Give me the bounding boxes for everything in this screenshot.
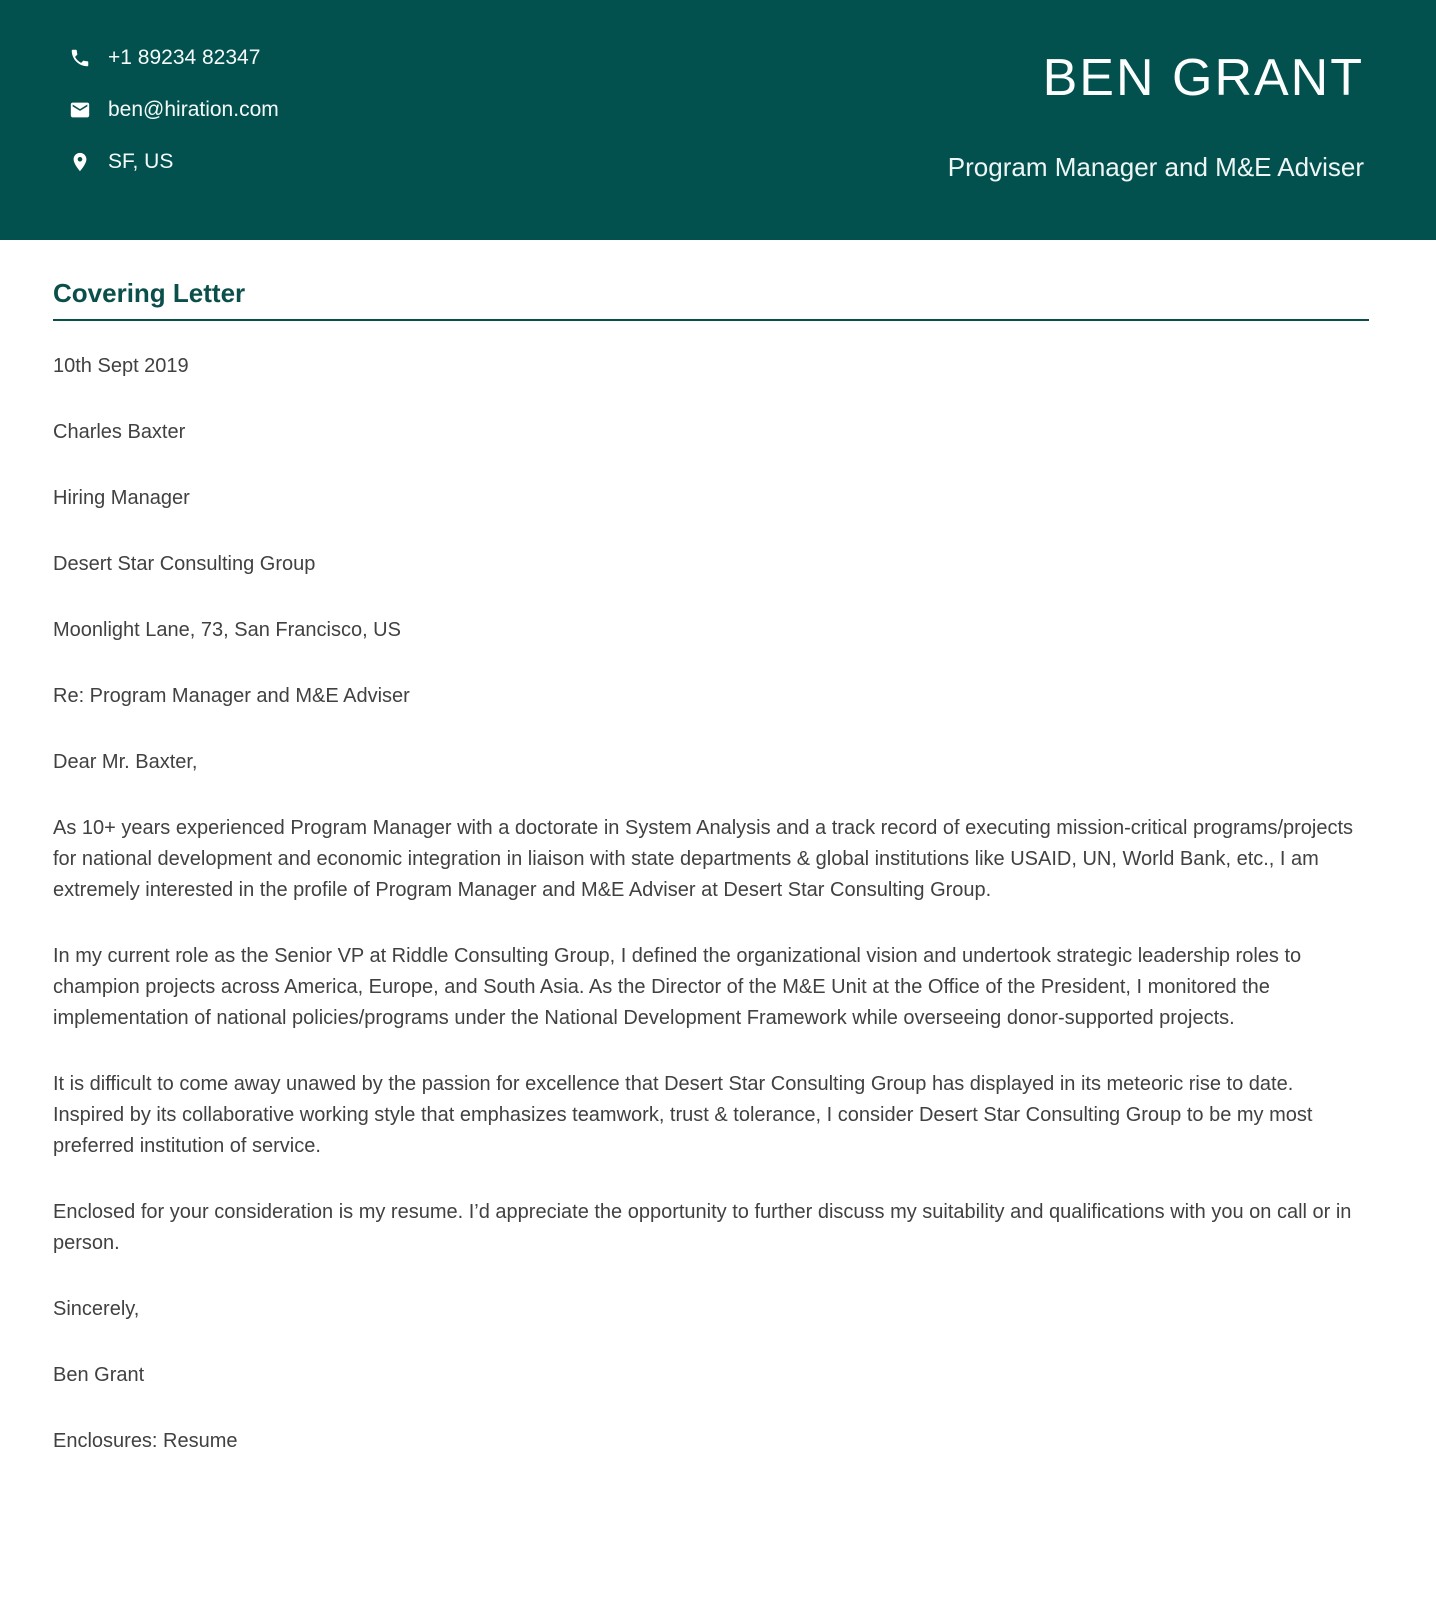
body-paragraph: It is difficult to come away unawed by the passion for excellence that Desert Star Consulting Group has displayed in its meteoric rise to date. Inspired by its collaborative working style that emphasizes teamwork, trust & tolerance, I consider Desert Star Consulting Group to be my most preferred institution of service. [53,1073,1313,1157]
subject-line: Re: Program Manager and M&E Adviser [53,685,410,707]
recipient-role-line: Hiring Manager [53,487,190,509]
body-paragraph: As 10+ years experienced Program Manager with a doctorate in System Analysis and a track record of executing mission-critical programs/projects for national development and economic integration in liaison with state departments & global institutions like USAID, UN, World Bank, etc., I am extremely interested in the profile of Program Manager and M&E Adviser at Desert Star Consulting Group. [53,817,1354,901]
phone-number: +1 89234 82347 [108,46,261,69]
location-icon [68,150,92,174]
section-divider [53,319,1369,321]
recipient-name-line: Charles Baxter [53,421,186,443]
envelope-icon [68,98,92,122]
identity-block [948,46,1364,240]
contact-location [68,150,279,174]
contact-phone [68,46,279,70]
email-address: ben@hiration.com [108,98,279,121]
section-title: Covering Letter [53,278,246,308]
contact-list [68,46,279,240]
header-band [0,0,1436,240]
body-paragraph: In my current role as the Senior VP at Riddle Consulting Group, I defined the organizational vision and undertook strategic leadership roles to champion projects across America, Europe, and South Asia. As the Director of the M&E Unit at the Office of the President, I monitored the implementation of national policies/programs under the National Development Framework while overseeing donor-supported projects. [53,945,1302,1029]
date-line: 10th Sept 2019 [53,355,189,377]
candidate-name: BEN GRANT [1042,49,1364,107]
location-text: SF, US [108,150,174,173]
letter-body [0,240,1436,1457]
enclosures-line: Enclosures: Resume [53,1430,238,1452]
address-line: Moonlight Lane, 73, San Francisco, US [53,619,401,641]
signature-name: Ben Grant [53,1364,145,1386]
salutation-line: Dear Mr. Baxter, [53,751,198,773]
phone-icon [68,46,92,70]
company-line: Desert Star Consulting Group [53,553,316,575]
closing-line: Sincerely, [53,1298,140,1320]
contact-email [68,98,279,122]
body-paragraph: Enclosed for your consideration is my resume. I’d appreciate the opportunity to further discuss my suitability and qualifications with you on call or in person. [53,1201,1352,1254]
candidate-title: Program Manager and M&E Adviser [947,152,1364,182]
